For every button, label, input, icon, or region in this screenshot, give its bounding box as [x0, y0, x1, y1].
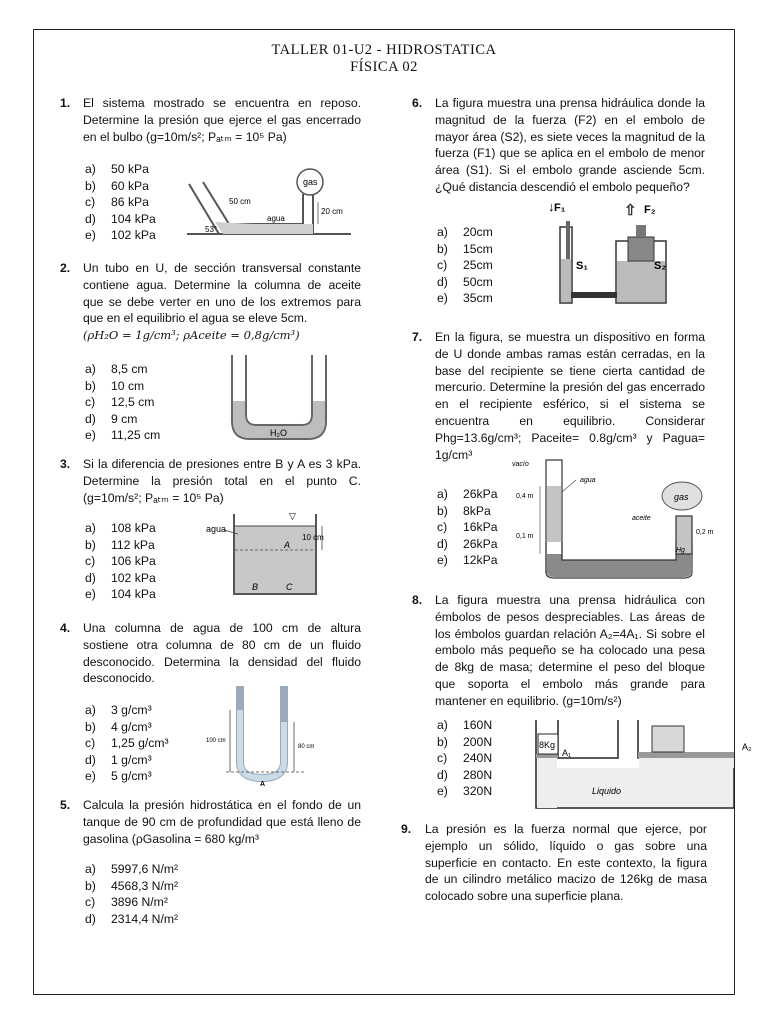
angle-label: 53°: [205, 225, 218, 234]
option-text: 1,25 g/cm³: [111, 736, 169, 751]
option-text: 1 g/cm³: [111, 752, 152, 767]
option-b: [85, 719, 169, 736]
option-text: 10 cm: [111, 378, 145, 393]
option-d: [85, 570, 156, 587]
option-text: 240N: [463, 751, 493, 766]
option-e: [85, 227, 156, 244]
option-letter: c): [437, 520, 448, 535]
question-number: 7.: [412, 330, 423, 344]
question-text: La presión es la fuerza normal que ejerce, por ejemplo un sólido, líquido o gas sobre una superficie en contacto. En este contexto, la figura de un cilindro metálico macizo de 126kg de masa colocado sobre una superficie plana.: [425, 822, 707, 904]
option-c: [437, 750, 492, 767]
option-text: 200N: [463, 734, 493, 749]
svg-text:⇧: ⇧: [624, 202, 637, 219]
question-text: El sistema mostrado se encuentra en reposo. Determine la presión que ejerce el gas encerrado en el bulbo (g=10m/s²; Pₐₜₘ = 10⁵ Pa): [83, 96, 361, 144]
gas-label: gas: [674, 492, 689, 502]
option-e: [85, 768, 169, 785]
course-title: FÍSICA 02: [350, 59, 418, 75]
oil-label: aceite: [632, 515, 651, 522]
option-letter: b): [85, 178, 96, 193]
figure-u-tube: [226, 351, 332, 443]
option-letter: c): [85, 395, 96, 410]
question-number: 6.: [412, 96, 423, 110]
option-text: 3 g/cm³: [111, 703, 152, 717]
option-letter: d): [437, 767, 448, 782]
option-text: 12kPa: [463, 553, 498, 568]
option-letter: d): [85, 411, 96, 426]
option-e: [85, 586, 156, 603]
option-text: 50 kPa: [111, 162, 149, 176]
option-letter: a): [85, 703, 96, 717]
option-letter: d): [85, 570, 96, 585]
option-d: [85, 752, 169, 769]
option-text: 2314,4 N/m²: [111, 911, 179, 926]
question-text: Calcula la presión hidrostática en el fondo de un tanque de 90 cm de profundidad que está lleno de gasolina (ρGasolina = 680 kg/m³: [83, 798, 361, 846]
option-letter: c): [85, 554, 96, 569]
option-c: [437, 257, 493, 274]
option-letter: d): [437, 274, 448, 289]
figure-closed-u-device: [494, 456, 714, 586]
fluid-height-label: 80 cm: [298, 744, 315, 750]
gas-label: gas: [303, 177, 318, 187]
option-letter: d): [437, 536, 448, 551]
option-letter: e): [437, 291, 448, 306]
water-height-label: 0,4 m: [516, 493, 534, 500]
option-b: [437, 734, 492, 751]
question-number: 2.: [60, 261, 71, 275]
question-text: La figura muestra una prensa hidráulica con émbolos de pesos despreciables. Las áreas de los émbolos guardan relación A₂=4A₁. Si sobre el embolo más pequeño se ha colocado una pesa de 8kg de masa; determine el peso del bloque que soporta el embolo más grande para mantener en equilibrio. (g=10m/s²): [435, 593, 705, 708]
option-a: [85, 361, 160, 378]
mercury-label: Hg: [676, 547, 685, 554]
question-text: Una columna de agua de 100 cm de altura sostiene otra columna de 80 cm de un fluido desconocido. Determina la densidad del fluido desconocido.: [83, 621, 361, 686]
question-text: Si la diferencia de presiones entre B y A es 3 kPa. Determine la presión total en el punto C. (g=10m/s²; Pₐₜₘ = 10⁵ Pa): [83, 457, 361, 505]
option-text: 104 kPa: [111, 587, 156, 602]
option-text: 4 g/cm³: [111, 719, 152, 734]
question-number: 9.: [401, 822, 412, 836]
option-letter: c): [85, 895, 96, 910]
option-b: [437, 241, 493, 258]
option-letter: e): [85, 228, 96, 243]
vacuum-label: vacío: [512, 461, 529, 468]
question-text: [83, 260, 361, 344]
option-c: [437, 519, 498, 536]
oil-height-label: 0,2 m: [696, 529, 714, 536]
option-letter: d): [85, 211, 96, 226]
option-text: 60 kPa: [111, 178, 149, 193]
mercury-height-label: 0,1 m: [516, 533, 534, 540]
figure-hydraulic-press: [542, 199, 672, 311]
option-text: 112 kPa: [111, 537, 155, 552]
option-letter: a): [85, 162, 96, 176]
option-b: [85, 537, 156, 554]
option-letter: b): [437, 503, 448, 518]
svg-text:↓: ↓: [548, 199, 555, 214]
worksheet-title: TALLER 01-U2 - HIDROSTATICA: [271, 42, 497, 58]
option-text: 8kPa: [463, 503, 491, 518]
option-letter: b): [85, 719, 96, 734]
option-e: [85, 427, 160, 444]
force-f2-label: F₂: [644, 204, 656, 216]
water-label: agua: [267, 214, 285, 223]
option-e: [437, 290, 493, 307]
option-letter: b): [85, 537, 96, 552]
option-text: 108 kPa: [111, 521, 156, 535]
option-text: 11,25 cm: [111, 428, 161, 443]
option-b: [85, 178, 156, 195]
option-a: [85, 702, 169, 719]
option-c: [85, 894, 178, 911]
option-d: [85, 411, 160, 428]
water-height-label: 100 cm: [206, 738, 226, 744]
question-number: 8.: [412, 593, 423, 607]
water-label: agua: [206, 524, 227, 534]
option-letter: a): [85, 862, 96, 876]
density-formula: (ρH₂O = 1g/cm³; ρAceite = 0,8g/cm³): [83, 328, 300, 343]
option-b: [85, 878, 178, 895]
option-e: [437, 552, 498, 569]
option-letter: a): [437, 718, 448, 732]
water-label: agua: [580, 477, 596, 484]
option-a: [437, 224, 493, 241]
option-letter: a): [85, 521, 96, 535]
question-number: 1.: [60, 96, 71, 110]
option-text: 5997,6 N/m²: [111, 862, 179, 876]
force-f1-label: F₁: [554, 202, 566, 214]
option-a: [437, 486, 498, 503]
question-number: 3.: [60, 457, 71, 471]
header: [33, 42, 735, 76]
option-letter: d): [85, 752, 96, 767]
option-letter: e): [437, 553, 448, 568]
height-label: 10 cm: [302, 533, 324, 542]
figure-press-block: [530, 716, 762, 816]
options: [437, 224, 493, 307]
option-letter: b): [437, 241, 448, 256]
option-text: 86 kPa: [111, 195, 149, 210]
option-text: 104 kPa: [111, 211, 156, 226]
options: [85, 161, 156, 244]
option-text: 9 cm: [111, 411, 138, 426]
option-text: 5 g/cm³: [111, 769, 152, 784]
area-a2-label: A₂: [742, 742, 752, 752]
option-a: [85, 520, 156, 537]
point-c: C: [286, 582, 293, 592]
option-text: 16kPa: [463, 520, 498, 535]
point-a: A: [284, 540, 291, 550]
option-letter: b): [85, 378, 96, 393]
option-d: [85, 211, 156, 228]
option-letter: d): [85, 911, 96, 926]
option-text: 102 kPa: [111, 228, 156, 243]
option-text: 26kPa: [463, 487, 498, 501]
option-letter: c): [437, 258, 448, 273]
option-a: [437, 717, 492, 734]
option-letter: a): [85, 362, 96, 376]
option-d: [437, 536, 498, 553]
point-a: A: [260, 781, 266, 788]
options: [85, 361, 160, 444]
option-letter: e): [437, 784, 448, 799]
mass-label: 8Kg: [539, 740, 556, 750]
question-text: La figura muestra una prensa hidráulica donde la magnitud de la fuerza (F2) en el embolo de mayor área (S2), es siete veces la magnitud de la fuerza (F1) que se aplica en el embolo de menor área (S1). Si el embolo grande asciende 5cm. ¿Qué distancia descendió el embolo pequeño?: [435, 96, 705, 194]
option-letter: e): [85, 428, 96, 443]
option-b: [437, 503, 498, 520]
area-s1-label: S₁: [576, 260, 588, 272]
option-text: 106 kPa: [111, 554, 156, 569]
options: [437, 486, 498, 569]
height-label: 20 cm: [321, 207, 343, 216]
option-e: [437, 783, 492, 800]
option-text: 50cm: [463, 274, 493, 289]
option-text: 280N: [463, 767, 493, 782]
option-text: 4568,3 N/m²: [111, 878, 179, 893]
question-number: 4.: [60, 621, 71, 635]
option-text: 26kPa: [463, 536, 498, 551]
option-text: 15cm: [463, 241, 493, 256]
question-body: Un tubo en U, de sección transversal constante contiene agua. Determine la columna de aceite que se debe verter en uno de los extremos para que en el equilibrio el agua se eleve 5cm.: [83, 261, 361, 326]
option-letter: a): [437, 225, 448, 239]
option-letter: c): [85, 736, 96, 751]
options: [85, 702, 169, 785]
options: [85, 520, 156, 603]
option-a: [85, 161, 156, 178]
option-text: 20cm: [463, 225, 493, 239]
area-s2-label: S₂: [654, 260, 667, 272]
option-d: [85, 911, 178, 928]
option-b: [85, 378, 160, 395]
option-letter: a): [437, 487, 448, 501]
option-c: [85, 735, 169, 752]
figure-tank: [200, 508, 340, 598]
option-letter: b): [437, 734, 448, 749]
option-letter: c): [437, 751, 448, 766]
question-text: En la figura, se muestra un dispositivo en forma de U donde ambas ramas están cerradas, en la base del recipiente se tiene cierta cantidad de mercurio. Determine la presión del gas encerrado en el recipiente esférico, si el sistema se encuentra en equilibrio. Considerar Phg=13.6g/cm³; Paceite= 0.8g/cm³ y Pagua= 1g/cm³: [435, 330, 705, 462]
option-text: 25cm: [463, 258, 493, 273]
figure-u-tube-two-fluids: [206, 682, 331, 788]
water-label: H₂O: [270, 428, 287, 438]
option-text: 8,5 cm: [111, 362, 148, 376]
option-d: [437, 767, 492, 784]
option-text: 160N: [463, 718, 493, 732]
option-letter: b): [85, 878, 96, 893]
option-letter: e): [85, 769, 96, 784]
svg-text:▽: ▽: [289, 511, 296, 521]
option-letter: c): [85, 195, 96, 210]
question-number: 5.: [60, 798, 71, 812]
option-c: [85, 194, 156, 211]
point-b: B: [252, 582, 259, 592]
area-a1-label: A₁: [562, 748, 572, 758]
liquid-label: Liquido: [592, 786, 622, 796]
option-text: 35cm: [463, 291, 493, 306]
option-d: [437, 274, 493, 291]
length-label: 50 cm: [229, 197, 251, 206]
options: [437, 717, 492, 800]
option-text: 320N: [463, 784, 493, 799]
option-text: 12,5 cm: [111, 395, 155, 410]
option-text: 102 kPa: [111, 570, 156, 585]
option-text: 3896 N/m²: [111, 895, 168, 910]
figure-inclined-tube: [183, 162, 353, 240]
option-a: [85, 861, 178, 878]
options: [85, 861, 178, 927]
option-c: [85, 553, 156, 570]
option-c: [85, 394, 160, 411]
option-letter: e): [85, 587, 96, 602]
